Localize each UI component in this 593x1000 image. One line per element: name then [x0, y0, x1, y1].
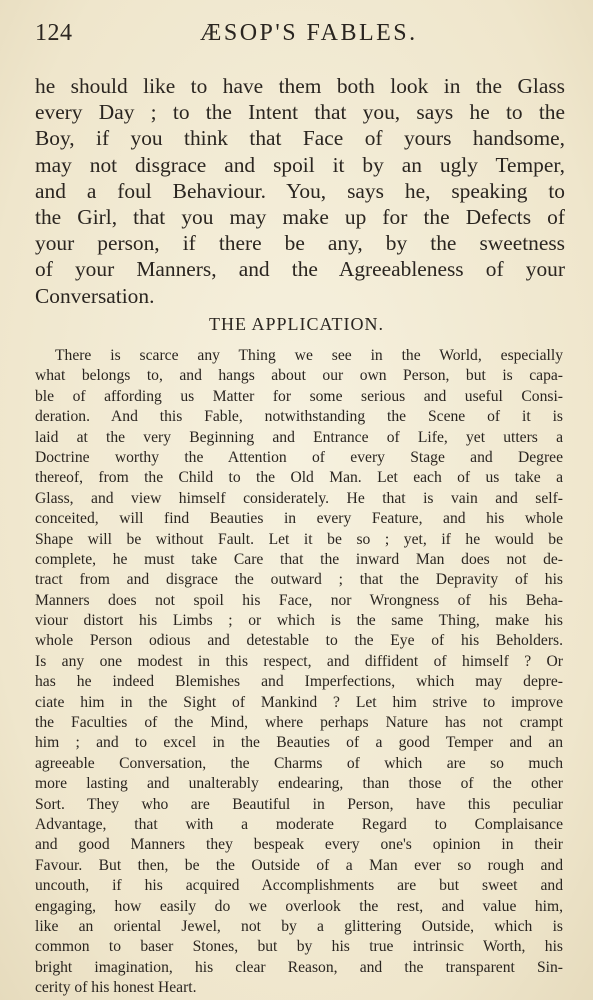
- text-line: he should like to have them both look in the Glass: [35, 74, 565, 98]
- text-line: more lasting and unalterably endearing, than those of the other: [35, 775, 563, 793]
- text-line: deration. And this Fable, notwithstanding the Scene of it is: [35, 408, 563, 426]
- text-line: may not disgrace and spoil it by an ugly Temper,: [35, 152, 565, 177]
- page-header: [35, 20, 565, 54]
- text-line: your person, if there be any, by the sweetness: [35, 231, 565, 256]
- text-line: Glass, and view himself considerately. He that is vain and self-: [35, 489, 563, 507]
- text-line: Sort. They who are Beautiful in Person, have this peculiar: [35, 795, 563, 813]
- application-text: [35, 346, 563, 999]
- text-line: has he indeed Blemishes and Imperfections, which may depre-: [35, 673, 563, 691]
- text-line: Conversation.: [35, 283, 155, 308]
- text-line: ble of affording us Matter for some serious and useful Consi-: [35, 387, 563, 405]
- text-line: agreeable Conversation, the Charms of which are so much: [35, 754, 563, 772]
- text-line: and a foul Behaviour. You, says he, speaking to: [35, 178, 565, 203]
- text-line: There is scarce any Thing we see in the World, especially: [55, 347, 563, 364]
- text-line: thereof, from the Child to the Old Man. Let each of us take a: [35, 469, 563, 487]
- text-line: ciate him in the Sight of Mankind ? Let him strive to improve: [35, 693, 563, 711]
- text-line: Is any one modest in this respect, and diffident of himself ? Or: [35, 652, 563, 670]
- text-line: what belongs to, and hangs about our own Person, but is capa-: [35, 367, 563, 385]
- text-line: Doctrine worthy the Attention of every Stage and Degree: [35, 448, 563, 466]
- text-line: and good Manners they bespeak every one's opinion in their: [35, 836, 563, 854]
- text-line: Shape will be without Fault. Let it be so ; yet, if he would be: [35, 530, 563, 548]
- fable-text: [35, 73, 565, 309]
- text-line: like an oriental Jewel, not by a glittering Outside, which is: [35, 917, 563, 935]
- text-line: uncouth, if his acquired Accomplishments are but sweet and: [35, 877, 563, 895]
- text-line: tract from and disgrace the outward ; that the Depravity of his: [35, 571, 563, 589]
- text-line: common to baser Stones, but by his true intrinsic Worth, his: [35, 938, 563, 956]
- text-line: Advantage, that with a moderate Regard to Complaisance: [35, 815, 563, 833]
- text-line: the Girl, that you may make up for the Defects of: [35, 204, 565, 229]
- text-line: complete, he must take Care that the inward Man does not de-: [35, 550, 563, 568]
- text-line: whole Person odious and detestable to the Eye of his Beholders.: [35, 632, 563, 650]
- text-line: every Day ; to the Intent that you, says he to the: [35, 100, 565, 125]
- text-line: engaging, how easily do we overlook the rest, and value him,: [35, 897, 563, 915]
- text-line: Boy, if you think that Face of yours handsome,: [35, 126, 565, 151]
- application-heading: THE APPLICATION.: [208, 314, 384, 334]
- text-line: Favour. But then, be the Outside of a Man ever so rough and: [35, 856, 563, 874]
- text-line: the Faculties of the Mind, where perhaps Nature has not crampt: [35, 714, 563, 732]
- text-line: laid at the very Beginning and Entrance of Life, yet utters a: [35, 428, 563, 446]
- text-line: bright imagination, his clear Reason, and the transparent Sin-: [35, 958, 563, 976]
- text-line: him ; and to excel in the Beauties of a good Temper and an: [35, 734, 563, 752]
- text-line: viour distort his Limbs ; or which is the same Thing, make his: [35, 612, 563, 630]
- text-line: cerity of his honest Heart.: [35, 979, 197, 997]
- running-title: ÆSOP'S FABLES.: [200, 20, 418, 46]
- page-number: 124: [35, 20, 73, 46]
- text-line: conceited, will find Beauties in every Feature, and his whole: [35, 510, 563, 528]
- text-line: Manners does not spoil his Face, nor Wrongness of his Beha-: [35, 591, 563, 609]
- text-line: of your Manners, and the Agreeableness of your: [35, 257, 565, 282]
